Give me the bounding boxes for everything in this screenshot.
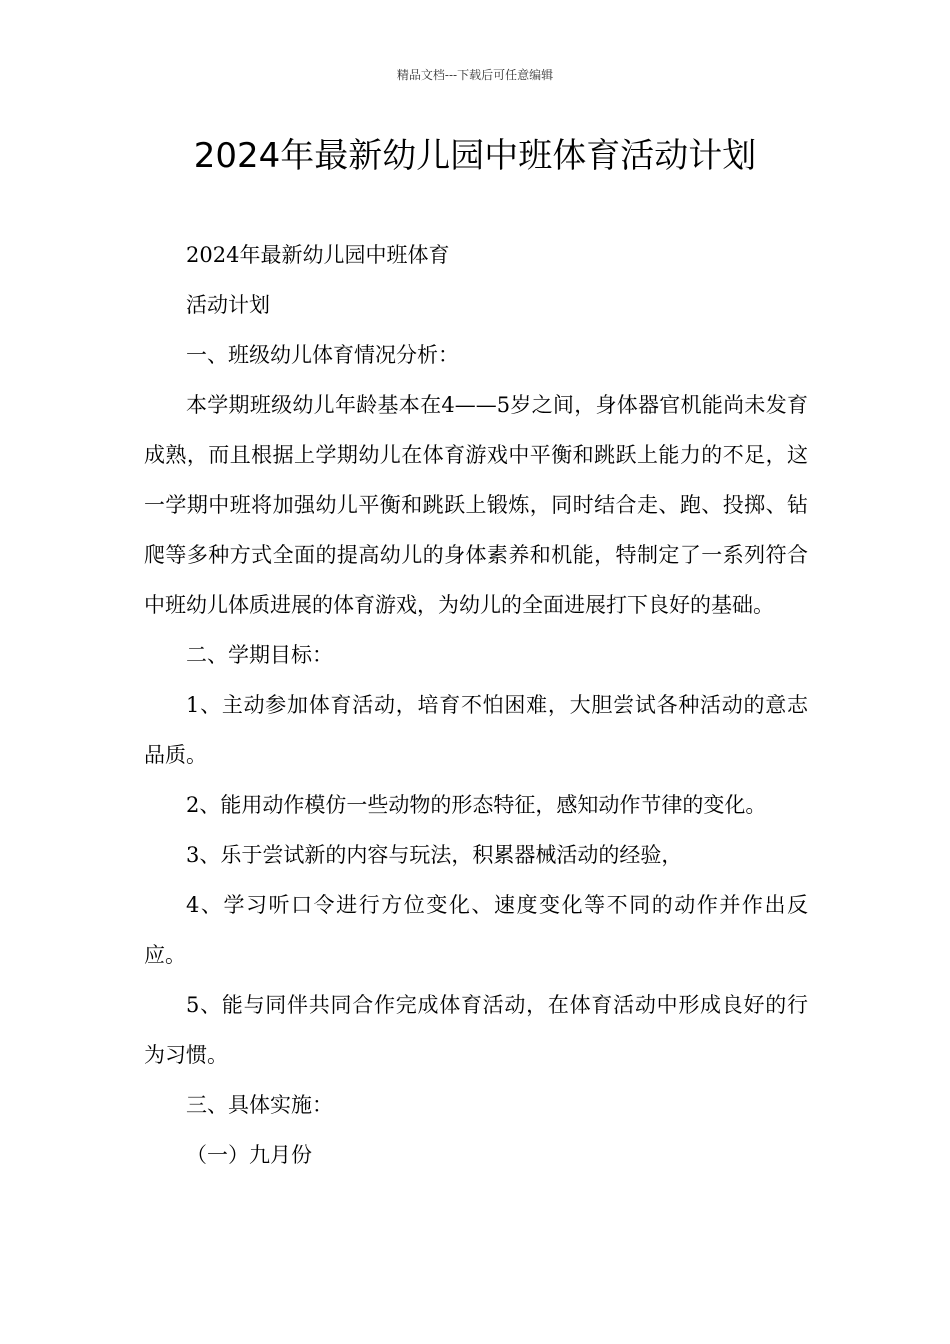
document-title: 2024年最新幼儿园中班体育活动计划	[193, 136, 757, 176]
document-body	[144, 230, 808, 1180]
subsection-september: （一）九月份	[186, 1143, 312, 1167]
header-note: 精品文档---下载后可任意编辑	[396, 68, 554, 82]
paragraph-subtitle-line1: 2024年最新幼儿园中班体育	[186, 243, 450, 267]
goal-item-4: 4、学习听口令进行方位变化、速度变化等不同的动作并作出反应。	[144, 893, 808, 967]
goal-item-5: 5、能与同伴共同合作完成体育活动，在体育活动中形成良好的行为习惯。	[144, 993, 808, 1067]
section-heading-goals: 二、学期目标：	[186, 643, 333, 667]
goal-item-2: 2、能用动作模仿一些动物的形态特征，感知动作节律的变化。	[186, 793, 767, 817]
goal-item-1: 1、主动参加体育活动，培育不怕困难，大胆尝试各种活动的意志品质。	[144, 693, 808, 767]
goal-item-3: 3、乐于尝试新的内容与玩法，积累器械活动的经验，	[186, 843, 683, 867]
section-heading-implementation: 三、具体实施：	[186, 1093, 333, 1117]
section-heading-analysis: 一、班级幼儿体育情况分析：	[186, 343, 459, 367]
paragraph-analysis: 本学期班级幼儿年龄基本在4——5岁之间，身体器官机能尚未发育成熟，而且根据上学期幼儿在体育游戏中平衡和跳跃上能力的不足，这一学期中班将加强幼儿平衡和跳跃上锻炼，同时结合走、跑、投掷、钻爬等多种方式全面的提高幼儿的身体素养和机能，特制定了一系列符合中班幼儿体质进展的体育游戏，为幼儿的全面进展打下良好的基础。	[144, 393, 808, 617]
paragraph-subtitle-line2: 活动计划	[186, 293, 270, 317]
